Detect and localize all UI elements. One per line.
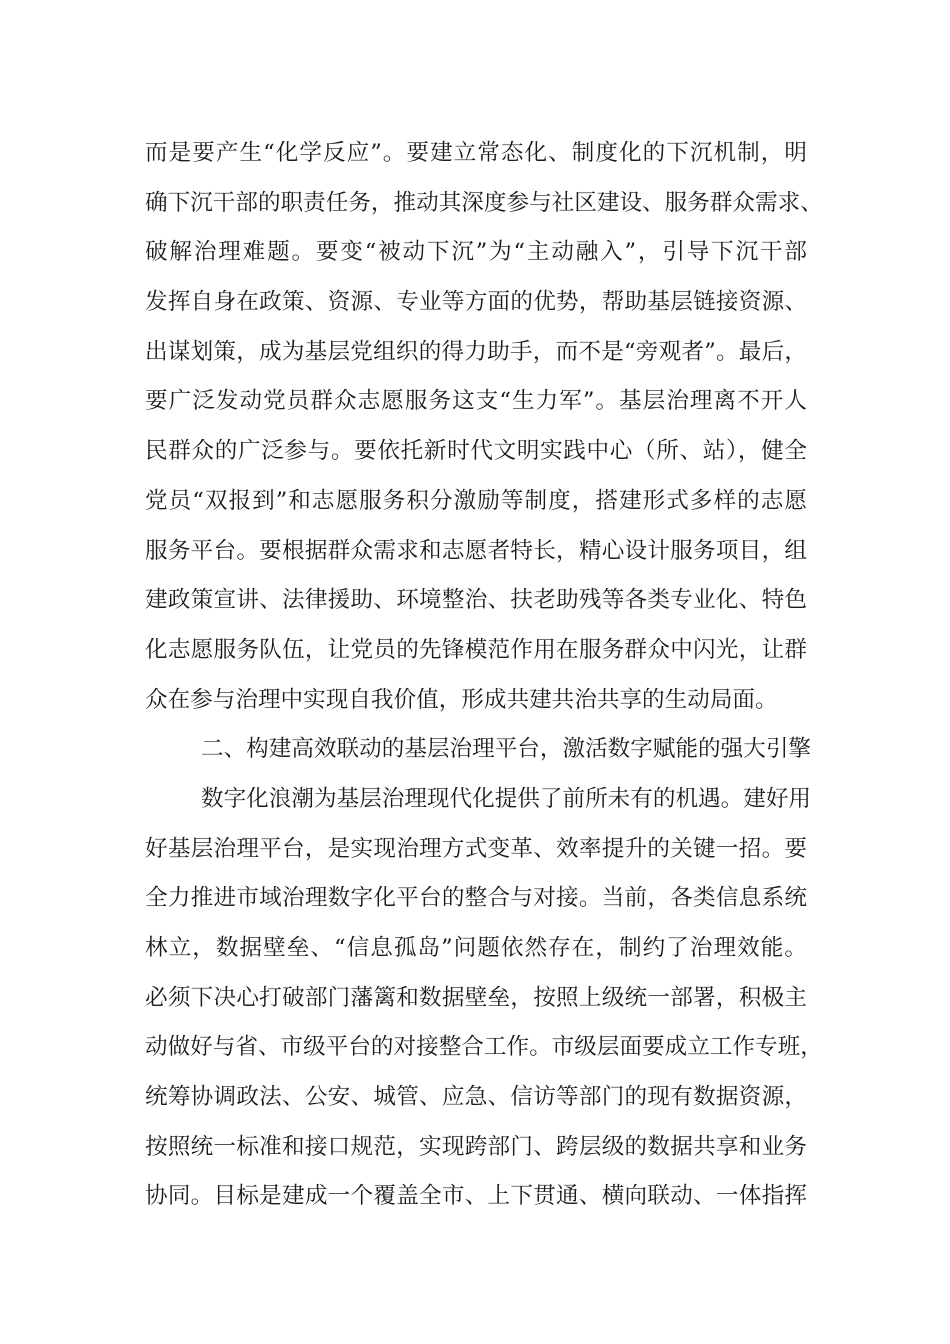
document-page — [145, 129, 823, 1222]
text-line: 破解治理难题。要变“被动下沉”为“主动融入”，引导下沉干部 — [145, 239, 807, 266]
text-line: 必须下决心打破部门藩篱和数据壁垒，按照上级统一部署，积极主 — [145, 984, 807, 1011]
text-line: 而是要产生“化学反应”。要建立常态化、制度化的下沉机制，明 — [145, 140, 807, 166]
text-line: 协同。目标是建成一个覆盖全市、上下贯通、横向联动、一体指挥 — [145, 1183, 807, 1210]
text-line: 化志愿服务队伍，让党员的先锋模范作用在服务群众中闪光，让群 — [145, 636, 807, 663]
text-line: 众在参与治理中实现自我价值，形成共建共治共享的生动局面。 — [145, 686, 778, 713]
text-line: 确下沉干部的职责任务，推动其深度参与社区建设、服务群众需求、 — [145, 189, 823, 216]
text-line: 按照统一标准和接口规范，实现跨部门、跨层级的数据共享和业务 — [145, 1133, 807, 1160]
text-line: 好基层治理平台，是实现治理方式变革、效率提升的关键一招。要 — [145, 835, 807, 862]
section-heading — [145, 725, 812, 775]
text-line: 全力推进市域治理数字化平台的整合与对接。当前，各类信息系统 — [145, 885, 807, 912]
text-line: 要广泛发动党员群众志愿服务这支“生力军”。基层治理离不开人 — [145, 388, 807, 415]
paragraph-digital-platform — [145, 775, 823, 1222]
text-line: 发挥自身在政策、资源、专业等方面的优势，帮助基层链接资源、 — [145, 289, 807, 316]
text-line: 动做好与省、市级平台的对接整合工作。市级层面要成立工作专班， — [145, 1034, 823, 1061]
text-line: 民群众的广泛参与。要依托新时代文明实践中心（所、站），健全 — [145, 438, 807, 465]
text-line: 林立，数据壁垒、“信息孤岛”问题依然存在，制约了治理效能。 — [145, 935, 807, 961]
text-line: 服务平台。要根据群众需求和志愿者特长，精心设计服务项目，组 — [145, 537, 807, 564]
text-line: 党员“双报到”和志愿服务积分激励等制度，搭建形式多样的志愿 — [145, 487, 807, 514]
heading-text: 二、构建高效联动的基层治理平台，激活数字赋能的强大引擎 — [201, 736, 812, 763]
text-line: 建政策宣讲、法律援助、环境整治、扶老助残等各类专业化、特色 — [145, 587, 807, 614]
text-line: 出谋划策，成为基层党组织的得力助手，而不是“旁观者”。最后， — [145, 338, 807, 365]
paragraph-volunteer-service — [145, 129, 823, 725]
text-line: 数字化浪潮为基层治理现代化提供了前所未有的机遇。建好用 — [201, 785, 812, 812]
text-line: 统筹协调政法、公安、城管、应急、信访等部门的现有数据资源， — [145, 1084, 807, 1111]
